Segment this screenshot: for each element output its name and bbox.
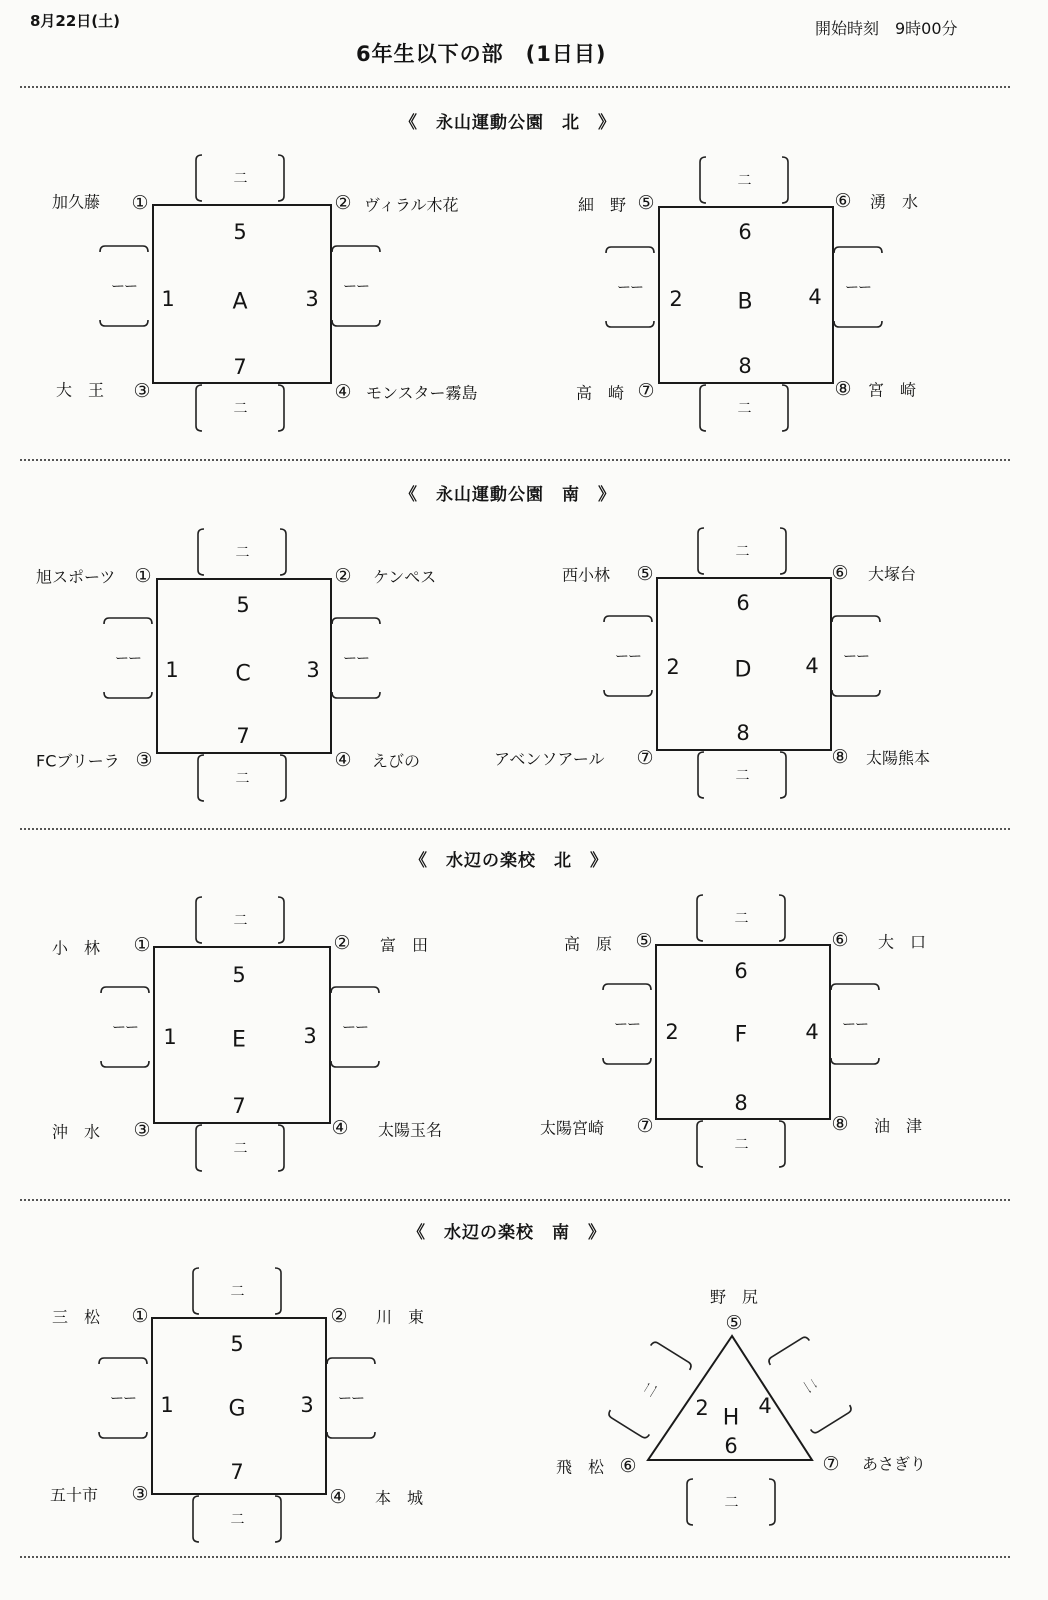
group-letter: B xyxy=(737,289,753,315)
score-bracket-mark: 二 xyxy=(235,771,249,787)
team-marker: ④ xyxy=(334,749,352,771)
team-name: 小 林 xyxy=(52,938,101,958)
divider xyxy=(20,1556,1010,1558)
team-marker: ③ xyxy=(133,380,151,402)
match-number: 5 xyxy=(236,593,250,617)
score-bracket-mark: 二 xyxy=(235,545,249,561)
team-marker: ⑥ xyxy=(831,562,849,584)
team-name: 加久藤 xyxy=(52,192,101,212)
team-name: 宮 崎 xyxy=(868,380,917,400)
match-number: 5 xyxy=(233,220,247,244)
team-name: 西小林 xyxy=(562,565,611,585)
score-bracket-mark: ーー xyxy=(338,1391,364,1407)
team-name: 細 野 xyxy=(578,195,627,215)
team-name: 沖 水 xyxy=(52,1122,101,1142)
score-bracket-mark: 二 xyxy=(233,171,247,187)
score-bracket-mark: ーー xyxy=(614,1017,640,1033)
section-title: 《 永山運動公園 北 》 xyxy=(400,113,616,133)
team-name: 高 崎 xyxy=(576,383,625,403)
match-number: 3 xyxy=(305,287,319,311)
team-name: あさぎり xyxy=(862,1454,927,1474)
team-name: 富 田 xyxy=(380,935,429,955)
team-name: 大 口 xyxy=(878,932,927,952)
team-marker: ④ xyxy=(329,1486,347,1508)
match-number: 6 xyxy=(738,220,752,244)
match-number: 8 xyxy=(738,354,752,378)
team-marker: ⑧ xyxy=(834,378,852,400)
team-marker: ① xyxy=(134,565,152,587)
match-number: 8 xyxy=(734,1091,748,1115)
score-bracket-mark: ーー xyxy=(112,1020,138,1036)
team-name: 太陽宮崎 xyxy=(540,1118,605,1138)
match-number: 1 xyxy=(163,1025,177,1049)
score-bracket-mark: 二 xyxy=(735,544,749,560)
match-number: 2 xyxy=(665,1020,679,1044)
match-number: 2 xyxy=(695,1396,709,1420)
divider xyxy=(20,828,1010,830)
match-number: 2 xyxy=(666,655,680,679)
score-bracket-mark: 二 xyxy=(798,1375,820,1396)
score-bracket-mark: 二 xyxy=(233,1141,247,1157)
team-name: ヴィラル木花 xyxy=(364,195,459,215)
team-name: 太陽玉名 xyxy=(378,1120,443,1140)
team-name: 野 尻 xyxy=(710,1287,759,1307)
divider xyxy=(20,86,1010,88)
team-name: 旭スポーツ xyxy=(36,567,116,587)
match-number: 1 xyxy=(165,658,179,682)
team-marker: ⑥ xyxy=(834,190,852,212)
score-bracket-mark: 二 xyxy=(734,911,748,927)
match-number: 6 xyxy=(734,959,748,983)
section-title: 《 水辺の楽校 北 》 xyxy=(410,851,608,871)
page-title: 6年生以下の部 (1日目) xyxy=(356,42,607,66)
team-name: 五十市 xyxy=(50,1485,99,1505)
score-bracket-mark: ーー xyxy=(343,651,369,667)
match-number: 4 xyxy=(805,1020,819,1044)
match-number: 4 xyxy=(808,285,822,309)
team-name: 大 王 xyxy=(56,380,105,400)
group-letter: A xyxy=(232,289,248,315)
score-bracket-mark: 二 xyxy=(640,1380,662,1401)
match-number: 2 xyxy=(669,287,683,311)
team-name: ケンペス xyxy=(373,567,437,587)
match-number: 7 xyxy=(230,1460,244,1484)
team-marker: ① xyxy=(133,934,151,956)
team-name: 川 東 xyxy=(376,1307,425,1327)
team-marker: ② xyxy=(334,192,352,214)
score-bracket-mark: 二 xyxy=(737,401,751,417)
team-name: 高 原 xyxy=(564,934,613,954)
team-name: 油 津 xyxy=(874,1116,923,1136)
team-name: 三 松 xyxy=(52,1307,101,1327)
team-marker: ⑦ xyxy=(636,1115,654,1137)
group-letter: H xyxy=(722,1405,740,1431)
team-marker: ⑧ xyxy=(831,746,849,768)
match-number: 3 xyxy=(306,658,320,682)
score-bracket-mark: ーー xyxy=(617,280,643,296)
team-marker: ④ xyxy=(331,1117,349,1139)
match-number: 1 xyxy=(160,1393,174,1417)
team-marker: ③ xyxy=(131,1483,149,1505)
team-name: えびの xyxy=(372,751,421,771)
group-letter: G xyxy=(228,1396,246,1422)
team-marker: ③ xyxy=(135,749,153,771)
team-marker: ⑥ xyxy=(831,929,849,951)
section-title: 《 永山運動公園 南 》 xyxy=(400,485,616,505)
team-name: FCブリーラ xyxy=(36,751,120,771)
match-number: 7 xyxy=(236,724,250,748)
match-number: 7 xyxy=(233,355,247,379)
team-marker: ⑤ xyxy=(635,930,653,952)
score-bracket-mark: ーー xyxy=(115,651,141,667)
team-name: 湧 水 xyxy=(870,192,919,212)
team-marker: ⑤ xyxy=(725,1312,743,1334)
match-number: 6 xyxy=(724,1434,738,1458)
team-marker: ⑤ xyxy=(636,563,654,585)
team-marker: ② xyxy=(330,1305,348,1327)
score-bracket-mark: ーー xyxy=(110,1391,136,1407)
score-bracket-mark: 二 xyxy=(737,173,751,189)
match-number: 8 xyxy=(736,721,750,745)
team-marker: ⑦ xyxy=(822,1453,840,1475)
match-number: 3 xyxy=(303,1024,317,1048)
divider xyxy=(20,1199,1010,1201)
score-bracket-mark: 二 xyxy=(724,1495,738,1511)
score-bracket-mark: ーー xyxy=(111,279,137,295)
team-marker: ④ xyxy=(334,381,352,403)
group-letter: F xyxy=(734,1022,748,1048)
score-bracket-mark: ーー xyxy=(845,280,871,296)
schedule-date: 8月22日(土) xyxy=(30,12,121,30)
match-number: 5 xyxy=(232,963,246,987)
team-marker: ③ xyxy=(133,1119,151,1141)
match-number: 1 xyxy=(161,287,175,311)
score-bracket-mark: 二 xyxy=(230,1284,244,1300)
team-name: モンスター霧島 xyxy=(366,383,478,403)
score-bracket-mark: ーー xyxy=(342,1020,368,1036)
match-number: 5 xyxy=(230,1332,244,1356)
team-marker: ⑦ xyxy=(637,380,655,402)
group-letter: D xyxy=(734,657,752,683)
team-marker: ⑧ xyxy=(831,1113,849,1135)
match-number: 4 xyxy=(758,1394,772,1418)
team-marker: ① xyxy=(131,1305,149,1327)
score-bracket-mark: 二 xyxy=(735,768,749,784)
score-bracket-mark: ーー xyxy=(843,649,869,665)
match-number: 7 xyxy=(232,1094,246,1118)
team-marker: ① xyxy=(131,192,149,214)
score-bracket-mark: 二 xyxy=(233,913,247,929)
team-name: 本 城 xyxy=(375,1488,424,1508)
team-name: 大塚台 xyxy=(868,564,917,584)
match-number: 6 xyxy=(736,591,750,615)
start-time: 開始時刻 9時00分 xyxy=(815,19,958,38)
team-marker: ⑤ xyxy=(637,192,655,214)
score-bracket-mark: ーー xyxy=(842,1017,868,1033)
score-bracket-mark: 二 xyxy=(233,401,247,417)
team-marker: ⑦ xyxy=(636,747,654,769)
team-name: 飛 松 xyxy=(556,1457,605,1477)
score-bracket-mark: ーー xyxy=(615,649,641,665)
group-letter: C xyxy=(235,661,251,687)
divider xyxy=(20,459,1010,461)
score-bracket-mark: ーー xyxy=(343,279,369,295)
score-bracket-mark: 二 xyxy=(734,1137,748,1153)
score-bracket-mark: 二 xyxy=(230,1512,244,1528)
team-name: 太陽熊本 xyxy=(866,748,931,768)
section-title: 《 水辺の楽校 南 》 xyxy=(408,1223,606,1243)
match-number: 3 xyxy=(300,1393,314,1417)
team-marker: ⑥ xyxy=(619,1455,637,1477)
group-letter: E xyxy=(232,1027,246,1053)
team-marker: ② xyxy=(334,565,352,587)
match-number: 4 xyxy=(805,654,819,678)
team-marker: ② xyxy=(333,932,351,954)
team-name: アベンソアール xyxy=(494,749,605,769)
